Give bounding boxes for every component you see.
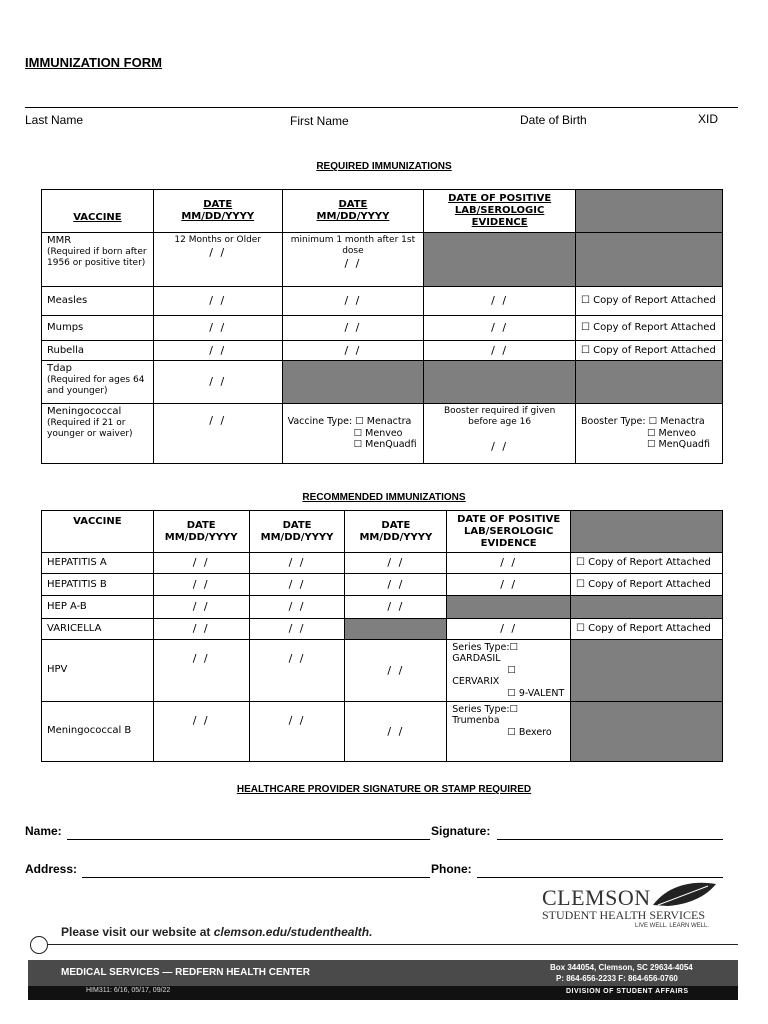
visit-text: Please visit our website at clemson.edu/studenthealth.: [61, 925, 373, 939]
col-date: DATE MM/DD/YYYY: [153, 511, 249, 553]
name-input[interactable]: [67, 839, 430, 840]
mening-booster-type[interactable]: Booster Type: ☐ Menactra ☐ Menveo ☐ MenQuadfi: [575, 404, 722, 464]
hepb-date3[interactable]: / /: [345, 574, 447, 596]
mumps-cell: Mumps: [42, 316, 154, 341]
mening-booster-date[interactable]: Booster required if given before age 16 / /: [424, 404, 576, 464]
hepab-date2[interactable]: / /: [249, 596, 345, 619]
mmr-date1[interactable]: 12 Months or Older / /: [153, 233, 282, 287]
menb-series-type[interactable]: Series Type:☐ Trumenba ☐ Bexero: [447, 701, 571, 761]
hpv-series-type[interactable]: Series Type:☐ GARDASIL ☐ CERVARIX ☐ 9-VALENT: [447, 640, 571, 702]
hepb-copy-checkbox[interactable]: ☐ Copy of Report Attached: [571, 574, 723, 596]
mumps-date1[interactable]: / /: [153, 316, 282, 341]
col-date2: DATE MM/DD/YYYY: [282, 190, 424, 233]
mumps-copy-checkbox[interactable]: ☐ Copy of Report Attached: [575, 316, 722, 341]
gray-cell: [575, 190, 722, 233]
first-name-label: First Name: [290, 114, 349, 128]
gray-cell: [571, 640, 723, 702]
menb-date2[interactable]: / /: [249, 701, 345, 761]
col-vaccine: VACCINE: [42, 511, 154, 553]
rubella-date1[interactable]: / /: [153, 341, 282, 361]
provider-heading: HEALTHCARE PROVIDER SIGNATURE OR STAMP REQUIRED: [236, 784, 532, 795]
measles-evidence[interactable]: / /: [424, 287, 576, 316]
hepa-copy-checkbox[interactable]: ☐ Copy of Report Attached: [571, 553, 723, 574]
form-title: IMMUNIZATION FORM: [25, 55, 162, 70]
center-name: MEDICAL SERVICES — REDFERN HEALTH CENTER: [61, 967, 310, 978]
col-vaccine: VACCINE: [42, 190, 154, 233]
gray-cell: [571, 701, 723, 761]
rubella-evidence[interactable]: / /: [424, 341, 576, 361]
menb-date1[interactable]: / /: [153, 701, 249, 761]
col-date: DATE MM/DD/YYYY: [345, 511, 447, 553]
xid-label: XID: [698, 112, 719, 126]
hpv-cell: HPV: [42, 640, 154, 702]
footer-phones: P: 864-656-2233 F: 864-656-0760: [556, 974, 678, 983]
menb-cell: Meningococcal B: [42, 701, 154, 761]
col-date1: DATE MM/DD/YYYY: [153, 190, 282, 233]
gray-cell: [571, 596, 723, 619]
col-date: DATE MM/DD/YYYY: [249, 511, 345, 553]
varicella-cell: VARICELLA: [42, 619, 154, 640]
gray-cell: [424, 361, 576, 404]
gray-cell: [571, 511, 723, 553]
rubella-copy-checkbox[interactable]: ☐ Copy of Report Attached: [575, 341, 722, 361]
hepb-date1[interactable]: / /: [153, 574, 249, 596]
hepab-date1[interactable]: / /: [153, 596, 249, 619]
signature-label: Signature:: [431, 824, 491, 838]
circle-icon: [30, 936, 48, 954]
col-evidence: DATE OF POSITIVE LAB/SEROLOGIC EVIDENCE: [447, 511, 571, 553]
measles-date1[interactable]: / /: [153, 287, 282, 316]
mumps-evidence[interactable]: / /: [424, 316, 576, 341]
required-table: [41, 189, 723, 464]
varicella-date1[interactable]: / /: [153, 619, 249, 640]
phone-input[interactable]: [477, 877, 723, 878]
menb-date3[interactable]: / /: [345, 701, 447, 761]
hepa-date1[interactable]: / /: [153, 553, 249, 574]
mmr-date2[interactable]: minimum 1 month after 1st dose / /: [282, 233, 424, 287]
hepa-date2[interactable]: / /: [249, 553, 345, 574]
hepa-cell: HEPATITIS A: [42, 553, 154, 574]
varicella-copy-checkbox[interactable]: ☐ Copy of Report Attached: [571, 619, 723, 640]
hpv-date3[interactable]: / /: [345, 640, 447, 702]
footer-rule: [47, 944, 738, 945]
hepb-cell: HEPATITIS B: [42, 574, 154, 596]
address-label: Address:: [25, 862, 78, 876]
logo-subtitle: STUDENT HEALTH SERVICES: [542, 908, 706, 922]
recommended-table: [41, 510, 723, 762]
signature-input[interactable]: [497, 839, 723, 840]
mmr-cell: MMR (Required if born after 1956 or positive titer): [42, 233, 154, 287]
rubella-date2[interactable]: / /: [282, 341, 424, 361]
name-label: Name:: [25, 824, 62, 838]
gray-cell: [575, 361, 722, 404]
mening-cell: Meningococcal (Required if 21 or younger or waiver): [42, 404, 154, 464]
recommended-heading: RECOMMENDED IMMUNIZATIONS: [302, 492, 466, 503]
address-input[interactable]: [82, 877, 430, 878]
tdap-date1[interactable]: / /: [153, 361, 282, 404]
hepb-evidence[interactable]: / /: [447, 574, 571, 596]
hepa-evidence[interactable]: / /: [447, 553, 571, 574]
measles-cell: Measles: [42, 287, 154, 316]
mumps-date2[interactable]: / /: [282, 316, 424, 341]
mening-vaccine-type[interactable]: Vaccine Type: ☐ Menactra ☐ Menveo ☐ MenQuadfi: [282, 404, 424, 464]
name-line: [25, 107, 738, 108]
form-code: HIM311: 6/16, 05/17, 09/22: [86, 987, 171, 994]
col-evidence: DATE OF POSITIVE LAB/SEROLOGIC EVIDENCE: [424, 190, 576, 233]
hepab-date3[interactable]: / /: [345, 596, 447, 619]
tdap-cell: Tdap (Required for ages 64 and younger): [42, 361, 154, 404]
gray-cell: [447, 596, 571, 619]
phone-label: Phone:: [431, 862, 472, 876]
clemson-logo: CLEMSON: [542, 885, 651, 910]
gray-cell: [282, 361, 424, 404]
dob-label: Date of Birth: [520, 113, 587, 127]
last-name-label: Last Name: [25, 113, 84, 127]
varicella-evidence[interactable]: / /: [447, 619, 571, 640]
gray-cell: [575, 233, 722, 287]
mening-date1[interactable]: / /: [153, 404, 282, 464]
measles-date2[interactable]: / /: [282, 287, 424, 316]
hepab-cell: HEP A-B: [42, 596, 154, 619]
gray-cell: [424, 233, 576, 287]
required-heading: REQUIRED IMMUNIZATIONS: [316, 161, 452, 172]
paw-leaf-icon: [648, 880, 718, 910]
hpv-date1[interactable]: / /: [153, 640, 249, 702]
division-label: DIVISION OF STUDENT AFFAIRS: [566, 988, 689, 995]
rubella-cell: Rubella: [42, 341, 154, 361]
website-link[interactable]: clemson.edu/studenthealth.: [213, 925, 373, 939]
hpv-date2[interactable]: / /: [249, 640, 345, 702]
hepb-date2[interactable]: / /: [249, 574, 345, 596]
varicella-date2[interactable]: / /: [249, 619, 345, 640]
footer-address: Box 344054, Clemson, SC 29634-4054: [550, 963, 693, 972]
measles-copy-checkbox[interactable]: ☐ Copy of Report Attached: [575, 287, 722, 316]
logo-tagline: LIVE WELL. LEARN WELL.: [635, 923, 710, 929]
hepa-date3[interactable]: / /: [345, 553, 447, 574]
gray-cell: [345, 619, 447, 640]
